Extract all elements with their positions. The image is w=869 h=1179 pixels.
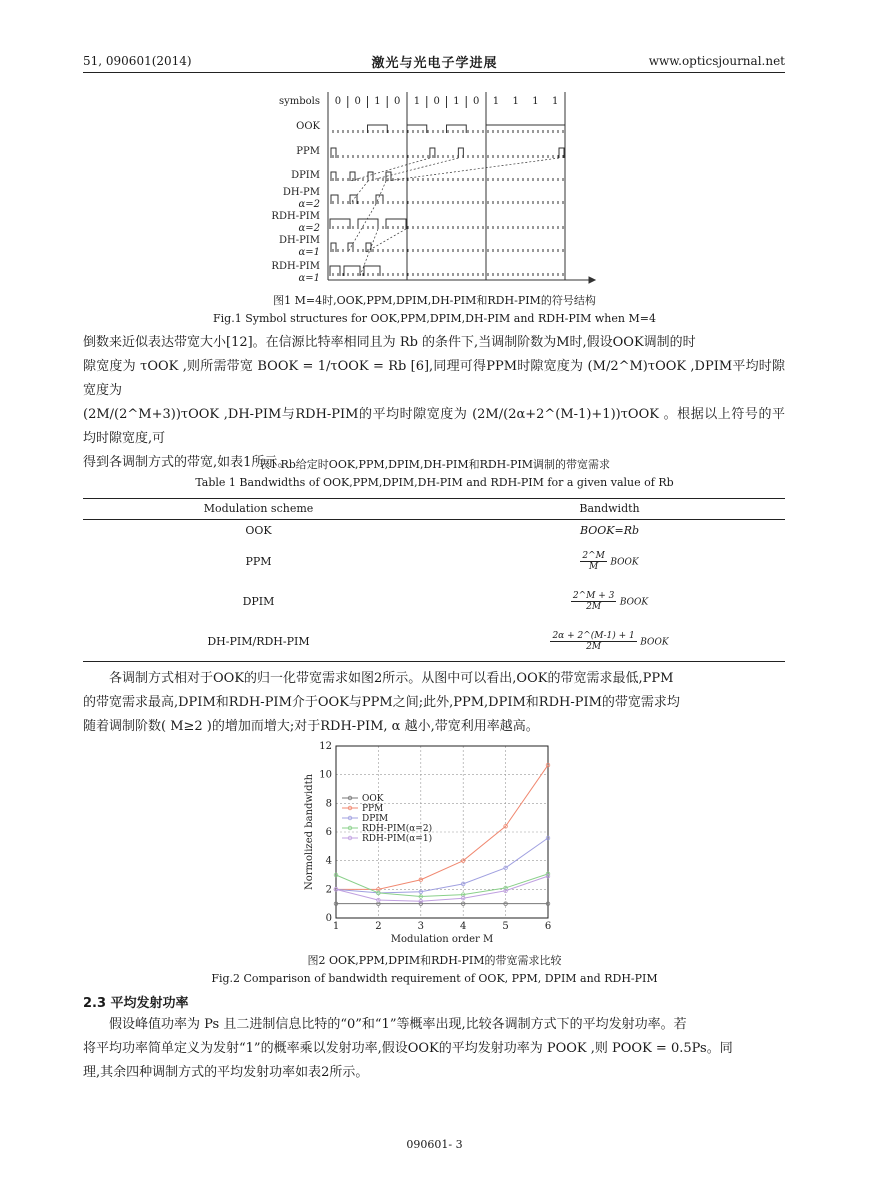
x-axis-label: Modulation order M: [390, 934, 494, 945]
y-tick-label: 4: [325, 855, 332, 867]
ook-pulse: [368, 125, 388, 133]
axis-arrow: [589, 277, 595, 283]
table1-caption-en: Table 1 Bandwidths of OOK,PPM,DPIM,DH-PIM and RDH-PIM for a given value of Rb: [195, 476, 674, 489]
cell-bandwidth: $\frac{2\alpha + 2\^{}(M-1) + 1}{2M}$ BOOK: [434, 622, 785, 662]
legend-label: RDH-PIM(α=2): [362, 824, 433, 834]
cell-scheme: OOK: [245, 524, 272, 538]
mapping-line: [376, 181, 386, 204]
legend-label: OOK: [362, 794, 384, 804]
text-line: 随着调制阶数( M≥2 )的增加而增大;对于RDH-PIM, α 越小,带宽利用率越高。: [83, 719, 539, 734]
mapping-line: [366, 229, 406, 252]
ook-pulse: [407, 125, 427, 133]
mapping-line: [360, 229, 378, 276]
column-header: Modulation scheme: [83, 499, 434, 520]
mapping-line: [386, 158, 559, 181]
row-label: DH-PM: [282, 187, 320, 198]
text-line: 各调制方式相对于OOK的归一化带宽需求如图2所示。从图中可以看出,OOK的带宽需求最低,PPM: [109, 671, 674, 686]
y-tick-label: 0: [325, 913, 332, 924]
cell-scheme: DPIM: [242, 595, 275, 608]
x-tick-label: 4: [460, 921, 467, 932]
row-label: symbols: [278, 96, 320, 107]
row-label: α=2: [298, 199, 320, 210]
mapping-line: [350, 181, 368, 204]
journal-url[interactable]: www.opticsjournal.net: [648, 54, 785, 68]
figure2-caption-en: Fig.2 Comparison of bandwidth requirement of OOK, PPM, DPIM and RDH-PIM: [211, 972, 658, 985]
x-tick-label: 2: [375, 921, 382, 932]
figure2-caption-cn: 图2 OOK,PPM,DPIM和RDH-PIM的带宽需求比较: [307, 954, 562, 967]
symbol-bit: 1: [453, 96, 460, 107]
table-header-row: [83, 499, 785, 520]
y-tick-label: 2: [325, 884, 332, 896]
row-label: α=1: [298, 273, 320, 284]
row-label: α=2: [298, 223, 320, 234]
table-row: [83, 622, 785, 662]
paragraph-bandwidth-comparison: [83, 667, 785, 739]
symbol-bit: 1: [551, 96, 559, 107]
symbol-bit: 0: [433, 96, 440, 107]
page-number: 090601- 3: [406, 1138, 463, 1151]
text-line: 将平均功率简单定义为发射“1”的概率乘以发射功率,假设OOK的平均发射功率为 POOK ,则 POOK = 0.5Ps。同: [83, 1041, 733, 1056]
symbol-bit: 1: [374, 96, 381, 107]
y-tick-label: 12: [319, 741, 332, 752]
figure1-caption-cn: 图1 M=4时,OOK,PPM,DPIM,DH-PIM和RDH-PIM的符号结构: [273, 294, 596, 307]
ppm-pulse: [430, 148, 435, 158]
text-line: 倒数来近似表达带宽大小[12]。在信源比特率相同且为 Rb 的条件下,当调制阶数为M时,假设OOK调制的时: [83, 335, 696, 350]
symbol-bit: 1: [512, 96, 519, 107]
cell-scheme: PPM: [245, 555, 272, 568]
legend-label: RDH-PIM(α=1): [362, 834, 433, 844]
symbol-bit: 0: [354, 96, 361, 107]
row-label: PPM: [296, 146, 320, 157]
x-tick-label: 6: [544, 921, 552, 932]
y-axis-label: Normolized bandwidth: [304, 773, 315, 891]
table1-caption-cn: 表1 Rb给定时OOK,PPM,DPIM,DH-PIM和RDH-PIM调制的带宽需求: [258, 458, 611, 471]
column-header: Bandwidth: [434, 499, 785, 520]
symbol-bit: 1: [532, 96, 539, 107]
x-tick-label: 3: [417, 921, 424, 932]
journal-citation: 51, 090601(2014): [83, 54, 192, 68]
fraction: $\frac{2\^{}M + 3}{2M}$: [572, 591, 615, 612]
mapping-line: [350, 158, 430, 181]
row-label: RDH-PIM: [271, 261, 320, 272]
cell-bandwidth: $\frac{2\^{}M}{M}$ BOOK: [582, 551, 639, 572]
fraction: $\frac{2\alpha + 2\^{}(M-1) + 1}{2M}$: [552, 630, 635, 652]
x-tick-label: 5: [502, 921, 509, 932]
cell-scheme: DH-PIM/RDH-PIM: [83, 622, 434, 662]
row-label: DH-PIM: [278, 235, 320, 246]
symbol-bit: 0: [393, 96, 401, 107]
text-line: 隙宽度为 τOOK ,则所需带宽 BOOK = 1/τOOK = Rb [6],同理可得PPM时隙宽度为 (M/2^M)τOOK ,DPIM平均时隙宽度为: [83, 359, 785, 398]
x-tick-label: 1: [332, 921, 340, 932]
mapping-line: [368, 158, 458, 181]
header-rule: [83, 72, 785, 73]
paragraph-average-power: [83, 1013, 785, 1085]
y-tick-label: 6: [325, 827, 332, 838]
text-line: 假设峰值功率为 Ps 且二进制信息比特的“0”和“1”等概率出现,比较各调制方式下的平均发射功率。若: [109, 1017, 687, 1032]
bandwidth-table: [83, 498, 785, 662]
dhpim-pulse: [331, 195, 338, 204]
cell-bandwidth: $\frac{2\^{}M + 3}{2M}$ BOOK: [572, 591, 649, 612]
figure1-caption-en: Fig.1 Symbol structures for OOK,PPM,DPIM,DH-PIM and RDH-PIM when M=4: [213, 312, 656, 325]
row-label: OOK: [296, 121, 320, 132]
table-row: [83, 542, 785, 582]
symbol-bit: 0: [334, 96, 342, 107]
legend-label: DPIM: [362, 814, 389, 824]
table-row: [83, 520, 785, 542]
cell-bandwidth: BOOK=Rb: [579, 524, 640, 538]
row-label: α=1: [298, 247, 320, 258]
text-line: (2M/(2^M+3))τOOK ,DH-PIM与RDH-PIM的平均时隙宽度为 (2M/(2α+2^(M-1)+1))τOOK 。根据以上符号的平均时隙宽度,可: [83, 407, 785, 446]
figure1-symbol-structures: [260, 88, 610, 288]
symbol-bit: 1: [413, 96, 421, 107]
section-title: 2.3 平均发射功率: [83, 996, 189, 1011]
figure2-bandwidth-chart: [300, 738, 570, 948]
symbol-bit: 1: [492, 96, 500, 107]
table-row: [83, 582, 785, 622]
y-tick-label: 8: [325, 798, 332, 810]
paragraph-bandwidth-intro: [83, 331, 785, 475]
symbol-bit: 0: [472, 96, 480, 107]
y-tick-label: 10: [319, 769, 332, 781]
fraction: $\frac{2\^{}M}{M}$: [582, 551, 605, 572]
series-line: [336, 874, 548, 897]
row-label: DPIM: [291, 170, 320, 181]
text-line: 得到各调制方式的带宽,如表1所示。: [83, 455, 291, 470]
text-line: 的带宽需求最高,DPIM和RDH-PIM介于OOK与PPM之间;此外,PPM,DPIM和RDH-PIM的带宽需求均: [83, 695, 680, 710]
row-label: RDH-PIM: [271, 211, 320, 222]
journal-title: 激光与光电子学进展: [371, 56, 498, 71]
dhpim-a1-pulse: [348, 243, 353, 252]
legend-label: PPM: [362, 804, 384, 814]
text-line: 理,其余四种调制方式的平均发射功率如表2所示。: [83, 1065, 369, 1080]
